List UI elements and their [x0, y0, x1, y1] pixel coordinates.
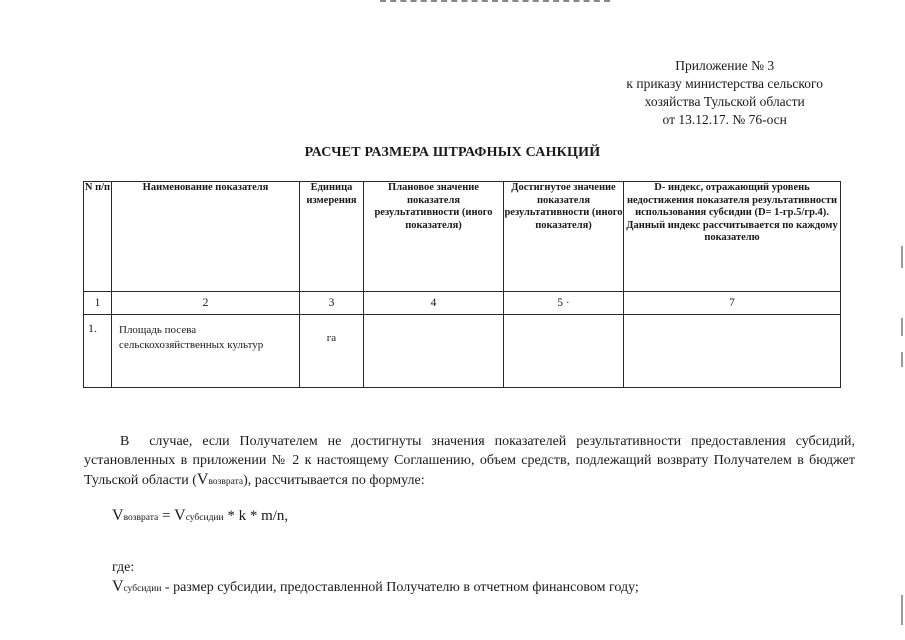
refund-formula — [112, 507, 288, 525]
formula-rest: * k * m/n, — [223, 508, 289, 524]
column-number-7: 7 — [624, 292, 841, 315]
formula-v-subsidy: V — [174, 507, 186, 524]
column-number-5: 5 · — [504, 292, 624, 315]
definition-text: - размер субсидии, предоставленной Получателю в отчетном финансовом году; — [161, 580, 639, 595]
paragraph-text-before: случае, если Получателем не достигнуты значения показателей результативности предоставления субсидий, установленных в приложении № 2 к настоящему Соглашению, объем средств, подлежащий возврату Получателем в бюджет Тульской области ( — [84, 434, 855, 488]
paragraph-lead: В — [120, 434, 130, 449]
formula-sub-subsidy: субсидии — [185, 513, 224, 523]
header-cell-d-index: D- индекс, отражающий уровень недостижения показателя результативности использования субсидии (D= 1-гр.5/гр.4). Данный индекс рассчитывается по каждому показателю — [624, 182, 841, 292]
body-paragraph — [84, 432, 855, 492]
appendix-number: Приложение № 3 — [675, 58, 775, 73]
column-number-1: 1 — [84, 292, 112, 315]
formula-sub-refund: возврата — [123, 513, 159, 523]
column-number-3: 3 — [300, 292, 364, 315]
definition-v-subscript: субсидии — [123, 584, 162, 594]
formula-equals: = — [158, 508, 175, 524]
order-reference: к приказу министерства сельского — [626, 76, 823, 91]
header-cell-number: N п/п — [84, 182, 112, 292]
paragraph-text-after: ), рассчитывается по формуле: — [243, 473, 425, 488]
definition-v-symbol: V — [112, 578, 124, 595]
formula-v-refund: V — [112, 507, 124, 524]
row-indicator-name — [112, 315, 300, 388]
appendix-header — [626, 57, 823, 129]
penalty-table — [83, 181, 841, 388]
column-number-4: 4 — [364, 292, 504, 315]
ministry-name: хозяйства Тульской области — [644, 94, 805, 109]
header-cell-planned-value: Плановое значение показателя результативности (иного показателя) — [364, 182, 504, 292]
row-achieved-value — [504, 315, 624, 388]
row-indicator-name-line2: сельскохозяйственных культур — [119, 339, 264, 351]
document-title: РАСЧЕТ РАЗМЕРА ШТРАФНЫХ САНКЦИЙ — [304, 145, 601, 160]
header-cell-unit: Единица измерения — [300, 182, 364, 292]
column-number-2: 2 — [112, 292, 300, 315]
scan-top-mark — [380, 0, 610, 4]
row-indicator-name-line1: Площадь посева — [119, 324, 197, 336]
row-number: 1. — [84, 315, 112, 388]
row-d-index — [624, 315, 841, 388]
row-planned-value — [364, 315, 504, 388]
table-column-numbers-row — [84, 292, 841, 315]
header-cell-achieved-value: Достигнутое значение показателя результативности (иного показателя) — [504, 182, 624, 292]
row-unit: га — [300, 315, 364, 388]
table-row — [84, 315, 841, 388]
header-cell-indicator-name: Наименование показателя — [112, 182, 300, 292]
paragraph-v-symbol: V — [196, 471, 209, 488]
where-label: где: — [112, 560, 135, 575]
table-header-row — [84, 182, 841, 292]
subsidy-definition — [112, 578, 639, 596]
paragraph-v-subscript: возврата — [208, 477, 244, 487]
order-date-number: от 13.12.17. № 76-осн — [662, 112, 787, 127]
